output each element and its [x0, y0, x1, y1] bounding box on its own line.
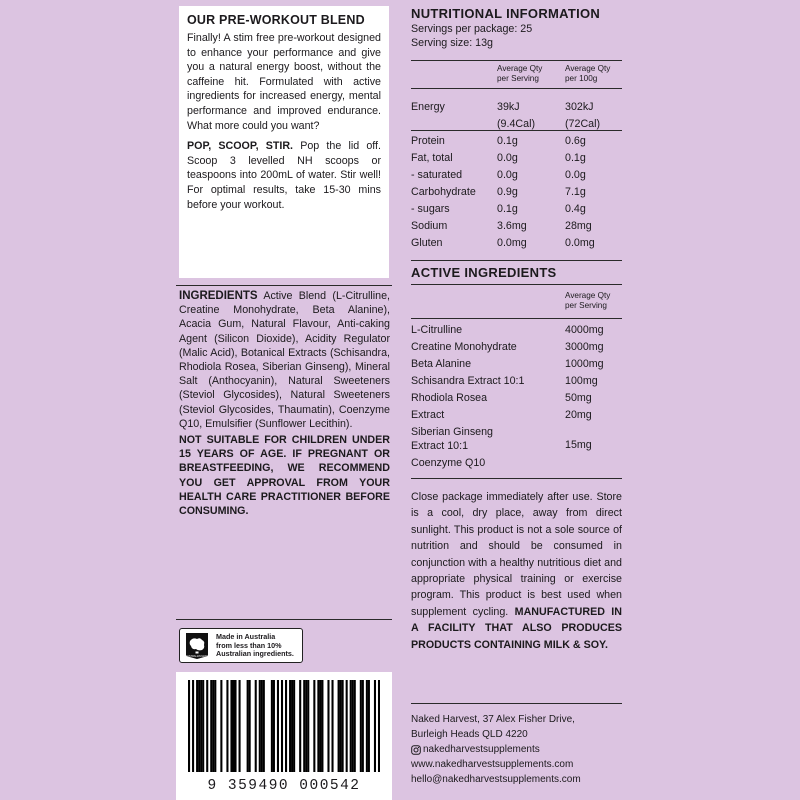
nutrition-label: - sugars: [411, 203, 450, 215]
col-head-line: Average Qty: [497, 64, 543, 73]
active-label: [411, 409, 444, 423]
origin-line: Made in Australia: [216, 632, 276, 641]
blend-description: Finally! A stim free pre-workout designed to enhance your performance and give you a natural energy boost, without the caffeine hit. Formulated with active ingredients for increased energy, mental performance and improved endurance. What more could you want?: [187, 32, 381, 132]
energy-serving: [497, 99, 535, 133]
barcode-bar: [232, 680, 234, 772]
barcode-bar: [220, 680, 222, 772]
barcode-bar: [319, 680, 321, 772]
email-link[interactable]: hello@nakedharvestsupplements.com: [411, 774, 581, 785]
barcode-bar: [212, 680, 214, 772]
energy-label: Energy: [411, 101, 445, 113]
active-value: 4000mg: [565, 324, 604, 336]
barcode-bar: [354, 680, 356, 772]
barcode-bar: [317, 680, 319, 772]
made-in-australia-badge: [179, 628, 303, 663]
active-label-line: Schisandra Extract 10:1: [411, 375, 525, 387]
barcode-bar: [303, 680, 305, 772]
barcode-bar: [261, 680, 263, 772]
col-head-line: per 100g: [565, 74, 598, 83]
active-col-head: [565, 291, 610, 311]
active-row: [411, 374, 622, 391]
active-title: ACTIVE INGREDIENTS: [411, 265, 557, 280]
usage-lead: POP, SCOOP, STIR.: [187, 140, 294, 153]
active-row: [411, 340, 622, 357]
barcode-bar: [289, 680, 291, 772]
divider: [176, 619, 392, 620]
barcode-bar: [342, 680, 344, 772]
active-label: [411, 341, 517, 355]
barcode-bar: [206, 680, 208, 772]
instagram-handle[interactable]: [411, 742, 622, 757]
origin-line: Australian ingredients.: [216, 649, 294, 659]
address-line: Naked Harvest, 37 Alex Fisher Drive,: [411, 714, 575, 725]
nutrition-serving: 0.0g: [497, 169, 518, 181]
active-row: [411, 408, 622, 425]
nutrition-label: Gluten: [411, 237, 443, 249]
energy-value: 302kJ: [565, 101, 594, 113]
col-head-line: per Serving: [497, 74, 539, 83]
origin-text: [216, 633, 294, 659]
storage-info: [411, 489, 622, 653]
col-head-serving: [497, 64, 542, 84]
barcode-bar: [277, 680, 279, 772]
barcode-bar: [305, 680, 307, 772]
active-row: [411, 391, 622, 408]
active-label: [411, 457, 485, 471]
col-head-line: Average Qty: [565, 291, 611, 300]
divider: [411, 284, 622, 285]
active-label-line: Coenzyme Q10: [411, 457, 486, 469]
blend-panel: [179, 6, 389, 278]
active-label: [411, 358, 471, 372]
serving-size: Serving size: 13g: [411, 36, 493, 49]
barcode-bar: [200, 680, 202, 772]
nutrition-label: - saturated: [411, 169, 463, 181]
barcode-bar: [374, 680, 376, 772]
barcode-bar: [299, 680, 301, 772]
barcode-bar: [249, 680, 251, 772]
active-label-line: Extract 10:1: [411, 439, 469, 452]
nutrition-serving: 0.0mg: [497, 237, 527, 249]
active-row: [411, 323, 622, 340]
nutrition-serving: 3.6mg: [497, 220, 527, 232]
website-link[interactable]: www.nakedharvestsupplements.com: [411, 759, 574, 770]
col-head-line: Average Qty: [565, 64, 611, 73]
logo-text: AUSTRALIAN MADE: [185, 655, 209, 659]
blend-title: OUR PRE-WORKOUT BLEND: [187, 13, 365, 27]
allergen-statement: MANUFACTURED IN A FACILITY THAT ALSO PRODUCES PRODUCTS CONTAINING MILK & SOY.: [411, 605, 622, 651]
barcode-bar: [378, 680, 380, 772]
active-label-line: Rhodiola Rosea: [411, 392, 488, 404]
active-label-line: Beta Alanine: [411, 358, 472, 370]
barcode-bar: [291, 680, 293, 772]
barcode-bar: [313, 680, 315, 772]
barcode-bars: [188, 680, 380, 772]
nutrition-row: [411, 167, 622, 184]
barcode-bar: [281, 680, 283, 772]
nutrition-per100: 0.0g: [565, 169, 586, 181]
active-value: 3000mg: [565, 341, 604, 353]
nutrition-label: Fat, total: [411, 152, 453, 164]
barcode-bar: [210, 680, 212, 772]
nutrition-per100: 7.1g: [565, 186, 586, 198]
active-value: 20mg: [565, 409, 592, 421]
energy-value: (72Cal): [565, 118, 601, 130]
barcode-bar: [198, 680, 200, 772]
barcode-bar: [362, 680, 364, 772]
divider: [411, 88, 622, 89]
active-row: [411, 357, 622, 374]
active-label: [411, 375, 524, 389]
divider: [411, 478, 622, 479]
divider: [411, 703, 622, 704]
barcode-bar: [234, 680, 236, 772]
barcode-bar: [321, 680, 323, 772]
nutrition-label: Protein: [411, 135, 445, 147]
active-label-line: Extract: [411, 409, 445, 421]
active-value: 1000mg: [565, 358, 604, 370]
barcode-bar: [226, 680, 228, 772]
col-head-line: per Serving: [565, 301, 607, 310]
active-label-line: Siberian Ginseng: [411, 426, 493, 438]
barcode-bar: [366, 680, 368, 772]
servings-per-package: Servings per package: 25: [411, 23, 533, 35]
ingredients-text: Active Blend (L-Citrulline, Creatine Monohydrate, Beta Alanine), Acacia Gum, Natural Flavour, Anti-caking Agent (Silicon Dioxide), Acidity Regulator (Malic Acid), Botanical Extracts (Schisandra, Rhodiola Rosea, Siberian Ginseng), Mineral Salt (Anthocyanin), Natural Sweeteners (Steviol Glycosides), Natural Sweeteners (Steviol Glycosides, Thaumatin), Coenzyme Q10, Emulsifier (Sunflower Lecithin).: [179, 290, 390, 430]
nutrition-panel: [411, 6, 622, 50]
barcode-bar: [255, 680, 257, 772]
barcode-bar: [352, 680, 354, 772]
energy-100g: [565, 99, 600, 133]
divider: [411, 60, 622, 61]
nutrition-per100: 0.4g: [565, 203, 586, 215]
barcode-bar: [214, 680, 216, 772]
australian-made-logo-icon: [183, 632, 211, 660]
nutrition-row: [411, 218, 622, 235]
barcode-bar: [327, 680, 329, 772]
nutrition-per100: 28mg: [565, 220, 592, 232]
nutrition-row: [411, 133, 622, 150]
barcode-bar: [293, 680, 295, 772]
active-label: [411, 392, 487, 406]
barcode-bar: [346, 680, 348, 772]
address-line: Burleigh Heads QLD 4220: [411, 729, 528, 740]
divider: [411, 130, 622, 131]
ingredients-heading: INGREDIENTS: [179, 290, 258, 302]
active-row: [411, 425, 622, 456]
active-value: 15mg: [565, 439, 592, 451]
active-table: [411, 323, 622, 473]
active-label-line: L-Citrulline: [411, 324, 463, 336]
barcode-bar: [307, 680, 309, 772]
contact-info: [411, 712, 622, 787]
barcode-bar: [368, 680, 370, 772]
barcode-bar: [192, 680, 194, 772]
barcode-bar: [247, 680, 249, 772]
barcode-bar: [360, 680, 362, 772]
nutrition-serving: 0.1g: [497, 203, 518, 215]
barcode-bar: [230, 680, 232, 772]
col-head-100g: [565, 64, 610, 84]
nutrition-label: Sodium: [411, 220, 448, 232]
origin-line: from less than 10%: [216, 640, 282, 650]
nutrition-row: [411, 201, 622, 218]
nutrition-per100: 0.6g: [565, 135, 586, 147]
age-warning: NOT SUITABLE FOR CHILDREN UNDER 15 YEARS OF AGE. IF PREGNANT OR BREASTFEEDING, WE RECOMMEND YOU GET APPROVAL FROM YOUR HEALTH CARE PRACTITIONER BEFORE CONSUMING.: [179, 434, 390, 518]
barcode-bar: [331, 680, 333, 772]
nutrition-row: [411, 235, 622, 252]
active-value: 50mg: [565, 392, 592, 404]
barcode: [176, 672, 392, 800]
instagram-icon: [411, 745, 421, 755]
barcode-bar: [285, 680, 287, 772]
nutrition-serving: 0.1g: [497, 135, 518, 147]
divider: [411, 318, 622, 319]
barcode-bar: [271, 680, 273, 772]
active-label: [411, 324, 462, 338]
nutrition-row: [411, 150, 622, 167]
nutrition-label: Carbohydrate: [411, 186, 476, 198]
divider: [176, 285, 392, 286]
active-row: [411, 456, 622, 473]
barcode-bar: [340, 680, 342, 772]
instagram-text: nakedharvestsupplements: [423, 744, 540, 755]
storage-text: Close package immediately after use. Store is a cool, dry place, away from direct sunlight. This product is not a sole source of nutrition and should be consumed in conjunction with a healthy nutritious diet and appropriate physical training or exercise program. This product is best used when supplement cycling.: [411, 491, 622, 618]
energy-value: 39kJ: [497, 101, 520, 113]
nutrition-row: [411, 184, 622, 201]
usage-instructions: [187, 139, 381, 212]
barcode-bar: [350, 680, 352, 772]
barcode-bar: [188, 680, 190, 772]
barcode-bar: [259, 680, 261, 772]
barcode-bar: [196, 680, 198, 772]
nutrition-serving: 0.0g: [497, 152, 518, 164]
nutrition-per100: 0.0mg: [565, 237, 595, 249]
active-label-line: Creatine Monohydrate: [411, 341, 517, 353]
nutrition-table: [411, 133, 622, 252]
barcode-bar: [273, 680, 275, 772]
barcode-number: 9 359490 000542: [207, 778, 361, 794]
barcode-bar: [338, 680, 340, 772]
ingredients-section: [179, 289, 390, 518]
nutrition-per100: 0.1g: [565, 152, 586, 164]
active-value: 100mg: [565, 375, 598, 387]
energy-value: (9.4Cal): [497, 118, 536, 130]
barcode-bar: [263, 680, 265, 772]
divider: [411, 260, 622, 261]
barcode-bar: [239, 680, 241, 772]
usage-text: Pop the lid off. Scoop 3 levelled NH scoops or teaspoons into 200mL of water. Stir well! For optimal results, take 15-30 mins before your workout.: [187, 140, 381, 211]
active-label: [411, 426, 493, 453]
nutrition-title: NUTRITIONAL INFORMATION: [411, 6, 601, 21]
barcode-bar: [202, 680, 204, 772]
nutrition-serving: 0.9g: [497, 186, 518, 198]
